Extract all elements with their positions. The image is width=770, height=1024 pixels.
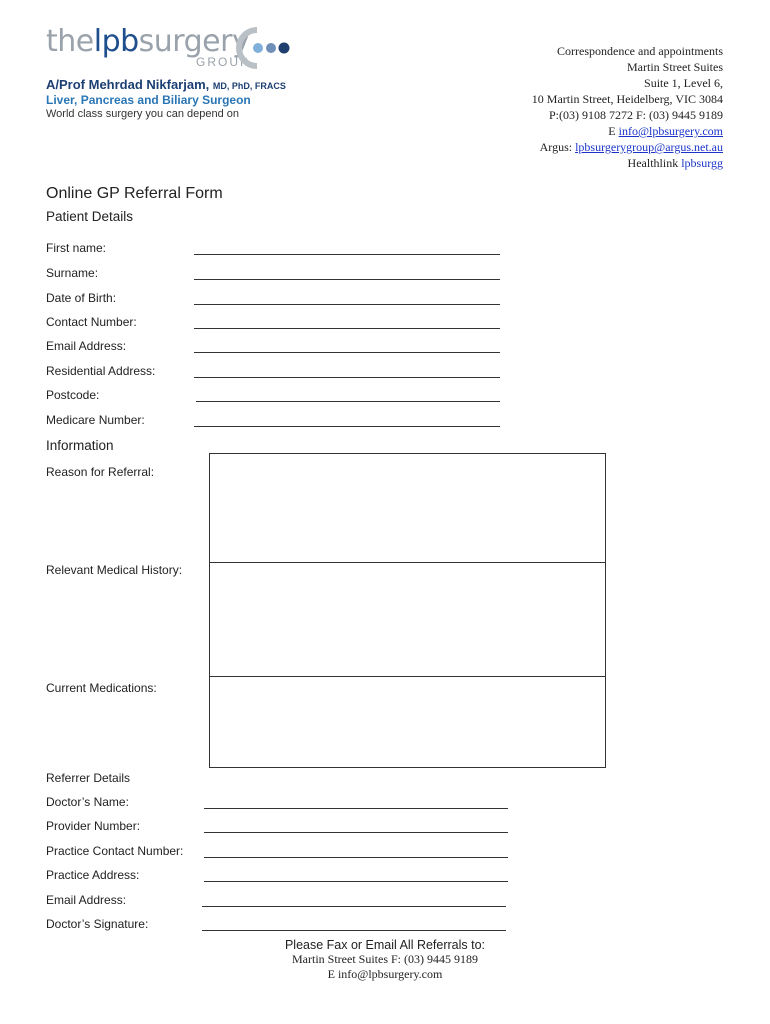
information-heading: Information [46, 438, 114, 453]
contact-line: P:(03) 9108 7272 F: (03) 9445 9189 [549, 108, 723, 122]
healthlink-id: lpbsurgg [681, 156, 723, 170]
field-email-address-referrer [46, 893, 516, 911]
logo-dot-1 [253, 43, 263, 53]
footer-instruction: Please Fax or Email All Referrals to: [284, 938, 486, 952]
practice-address-line[interactable] [204, 881, 508, 882]
contact-line: 10 Martin Street, Heidelberg, VIC 3084 [531, 92, 723, 106]
current-medications-box[interactable] [209, 676, 606, 768]
medical-history-box[interactable] [209, 562, 606, 678]
contact-number-line[interactable] [194, 328, 500, 329]
field-email-address [46, 339, 516, 357]
field-label: Doctor’s Name: [46, 795, 129, 809]
referrer-email-line[interactable] [202, 906, 506, 907]
doctor-name-line[interactable] [204, 808, 508, 809]
field-label: Medicare Number: [46, 413, 145, 427]
surname-line[interactable] [194, 279, 500, 280]
field-label: Date of Birth: [46, 291, 117, 305]
contact-healthlink-row: Healthlink lpbsurgg [627, 156, 723, 170]
first-name-line[interactable] [194, 254, 500, 255]
footer-email: E info@lpbsurgery.com [327, 967, 443, 981]
field-practice-address [46, 868, 516, 886]
referrer-details-heading: Referrer Details [46, 771, 131, 785]
field-label: Provider Number: [46, 819, 141, 833]
logo-group-text: GROUP [196, 55, 251, 69]
field-label: Postcode: [46, 388, 100, 402]
practice-contact-number-line[interactable] [204, 857, 508, 858]
reason-for-referral-box[interactable] [209, 453, 606, 565]
email-link[interactable]: info@lpbsurgery.com [618, 124, 723, 138]
surgeon-name: A/Prof Mehrdad Nikfarjam, MD, PhD, FRACS [46, 77, 286, 92]
field-contact-number [46, 315, 516, 333]
postcode-line[interactable] [196, 401, 500, 402]
field-residential-address [46, 364, 516, 382]
contact-line: Correspondence and appointments [557, 44, 723, 58]
field-provider-number [46, 819, 516, 837]
residential-address-line[interactable] [194, 377, 500, 378]
field-practice-contact-number [46, 844, 516, 862]
logo-circle-icon [231, 26, 293, 70]
field-label: Contact Number: [46, 315, 137, 329]
doctor-signature-line[interactable] [202, 930, 506, 931]
surgeon-info [46, 78, 286, 121]
logo-dot-3 [279, 43, 290, 54]
field-doctor-signature [46, 917, 516, 935]
footer [0, 938, 770, 982]
surgeon-role: Liver, Pancreas and Biliary Surgeon [46, 93, 251, 107]
contact-email-row: E info@lpbsurgery.com [608, 124, 723, 138]
footer-fax: Martin Street Suites F: (03) 9445 9189 [292, 952, 478, 966]
field-label: Practice Address: [46, 868, 140, 882]
field-label: Email Address: [46, 339, 127, 353]
field-label: First name: [46, 241, 107, 255]
contact-argus-row: Argus: lpbsurgerygroup@argus.net.au [539, 140, 723, 154]
field-medicare-number [46, 413, 516, 431]
field-doctor-name [46, 795, 516, 813]
field-label: Doctor’s Signature: [46, 917, 149, 931]
field-label: Surname: [46, 266, 99, 280]
date-of-birth-line[interactable] [194, 304, 500, 305]
current-medications-label: Current Medications: [46, 681, 157, 695]
reason-for-referral-label: Reason for Referral: [46, 465, 155, 479]
field-label: Email Address: [46, 893, 127, 907]
field-date-of-birth [46, 291, 516, 309]
field-postcode [46, 388, 516, 406]
field-surname [46, 266, 516, 284]
field-label: Residential Address: [46, 364, 156, 378]
provider-number-line[interactable] [204, 832, 508, 833]
contact-block [532, 43, 723, 171]
medicare-number-line[interactable] [194, 426, 500, 427]
contact-line: Suite 1, Level 6, [644, 76, 723, 90]
argus-link[interactable]: lpbsurgerygroup@argus.net.au [575, 140, 723, 154]
form-title: Online GP Referral Form [46, 185, 223, 202]
contact-line: Martin Street Suites [627, 60, 723, 74]
medical-history-label: Relevant Medical History: [46, 563, 183, 577]
email-address-line[interactable] [194, 352, 500, 353]
field-label: Practice Contact Number: [46, 844, 184, 858]
field-first-name [46, 241, 516, 259]
surgeon-tagline: World class surgery you can depend on [46, 108, 240, 120]
logo-wordmark: thelpbsurgery [46, 24, 250, 59]
logo-dot-2 [266, 43, 276, 53]
patient-details-heading: Patient Details [46, 209, 134, 224]
